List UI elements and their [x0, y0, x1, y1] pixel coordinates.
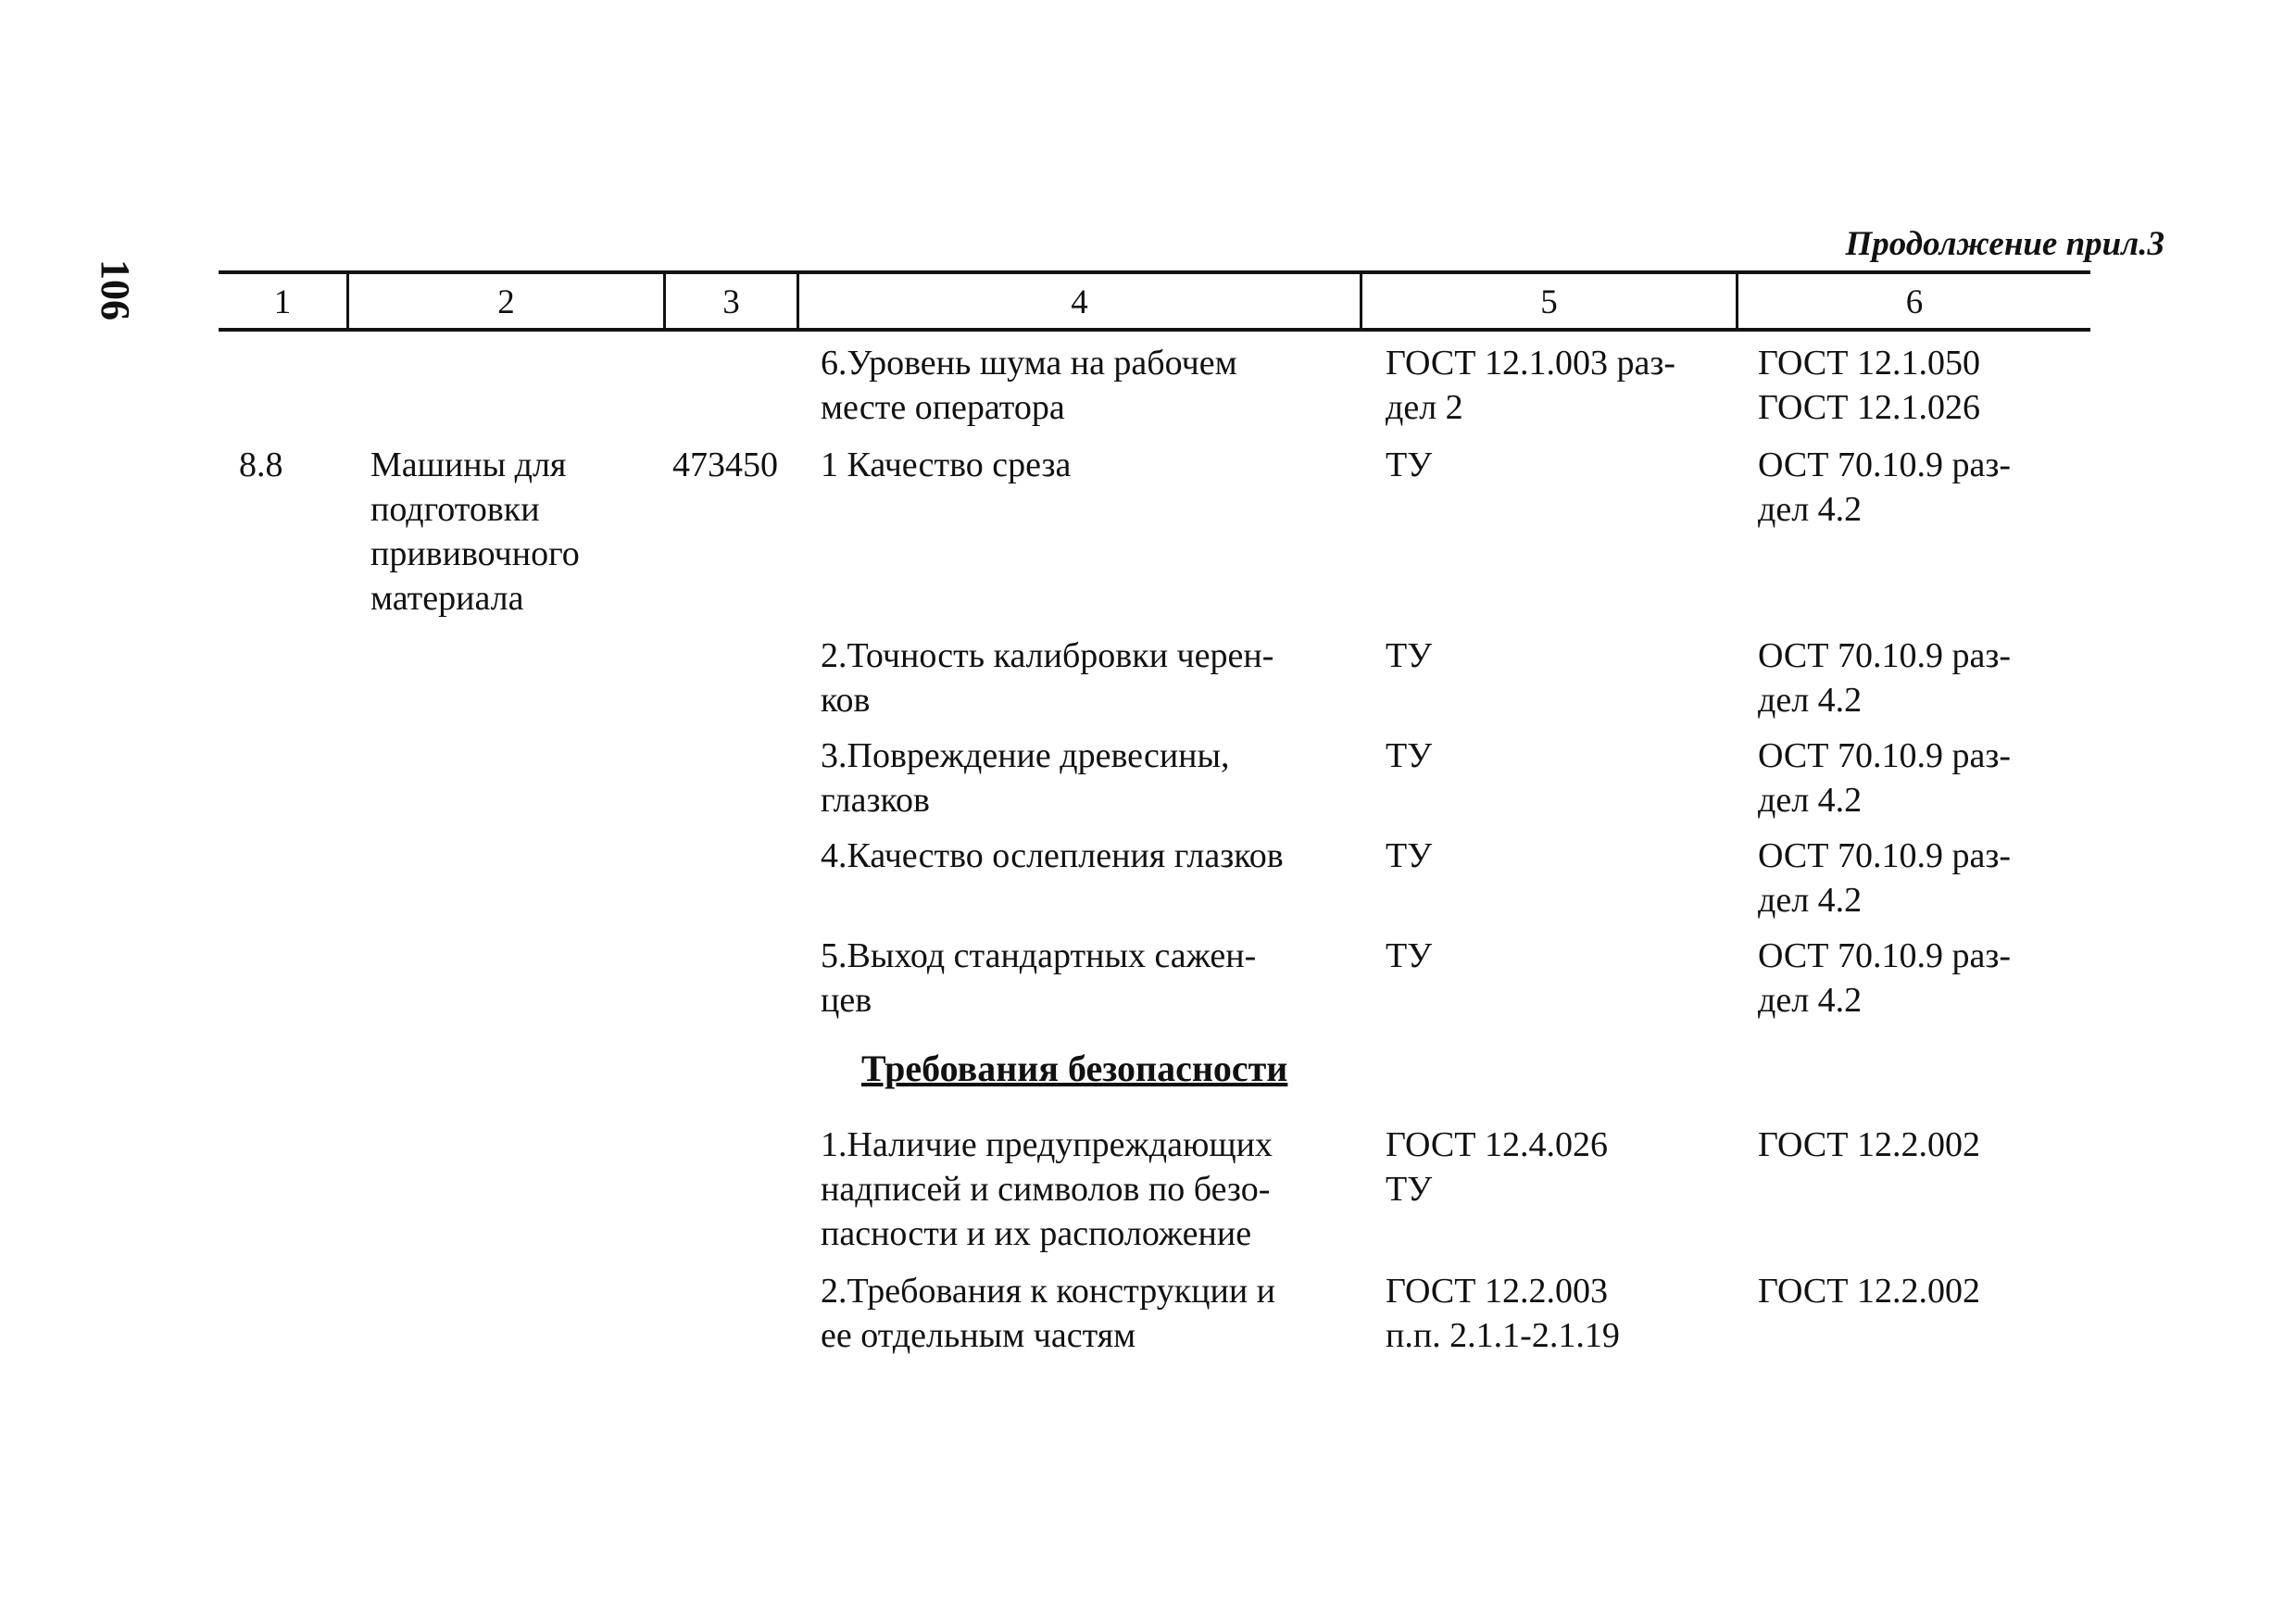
page-number: 106 [93, 259, 138, 320]
table-cell-standard: ОСТ 70.10.9 раз- дел 4.2 [1758, 836, 2011, 920]
table-cell-indicator: 6.Уровень шума на рабочем месте оператора [821, 344, 1237, 427]
table-cell-indicator: 1 Качество среза [821, 446, 1072, 484]
continuation-label: Продолжение прил.3 [1845, 225, 2164, 263]
header-col-3: 3 [722, 283, 740, 321]
table-cell-indicator: 3.Повреждение древесины, глазков [821, 736, 1230, 820]
header-bottom-rule [219, 328, 2090, 332]
table-cell-test-method: ТУ [1386, 836, 1433, 875]
table-cell-test-method: ТУ [1386, 636, 1433, 675]
header-col-2: 2 [497, 283, 515, 321]
table-cell-indicator: 4.Качество ослепления глазков [821, 836, 1284, 875]
table-cell-standard: ГОСТ 12.1.050 ГОСТ 12.1.026 [1758, 344, 1980, 427]
table-cell-test-method: ТУ [1386, 736, 1433, 775]
section-title: Требования безопасности [861, 1048, 1288, 1089]
table-cell-indicator: 2.Точность калибровки черен- ков [821, 636, 1274, 720]
table-cell-code: 473450 [672, 446, 778, 484]
table-cell-test-method: ГОСТ 12.4.026 ТУ [1386, 1125, 1608, 1209]
table-cell-test-method: ГОСТ 12.1.003 раз- дел 2 [1386, 344, 1676, 427]
header-col-4: 4 [1071, 283, 1088, 321]
header-col-1: 1 [273, 283, 292, 321]
table-cell-number: 8.8 [239, 446, 283, 484]
table-cell-test-method: ГОСТ 12.2.003 п.п. 2.1.1-2.1.19 [1386, 1272, 1620, 1355]
header-col-5: 5 [1540, 283, 1558, 321]
header-col-6: 6 [1905, 283, 1924, 321]
table-cell-standard: ОСТ 70.10.9 раз- дел 4.2 [1758, 446, 2011, 529]
table-cell-test-method: ТУ [1386, 936, 1433, 975]
table-cell-standard: ОСТ 70.10.9 раз- дел 4.2 [1758, 936, 2011, 1020]
table-cell-indicator: 2.Требования к конструкции и ее отдельным частям [821, 1272, 1275, 1355]
table-cell-indicator: 1.Наличие предупреждающих надписей и символов по безо- пасности и их расположение [821, 1125, 1273, 1253]
table-cell-machine: Машины для подготовки прививочного материала [370, 446, 580, 618]
table-cell-standard: ГОСТ 12.2.002 [1758, 1125, 1980, 1164]
table-cell-standard: ОСТ 70.10.9 раз- дел 4.2 [1758, 636, 2011, 720]
table-cell-test-method: ТУ [1386, 446, 1433, 484]
table-cell-standard: ГОСТ 12.2.002 [1758, 1272, 1980, 1311]
table-cell-standard: ОСТ 70.10.9 раз- дел 4.2 [1758, 736, 2011, 820]
table-top-rule [219, 270, 2090, 274]
table-cell-indicator: 5.Выход стандартных сажен- цев [821, 936, 1257, 1020]
